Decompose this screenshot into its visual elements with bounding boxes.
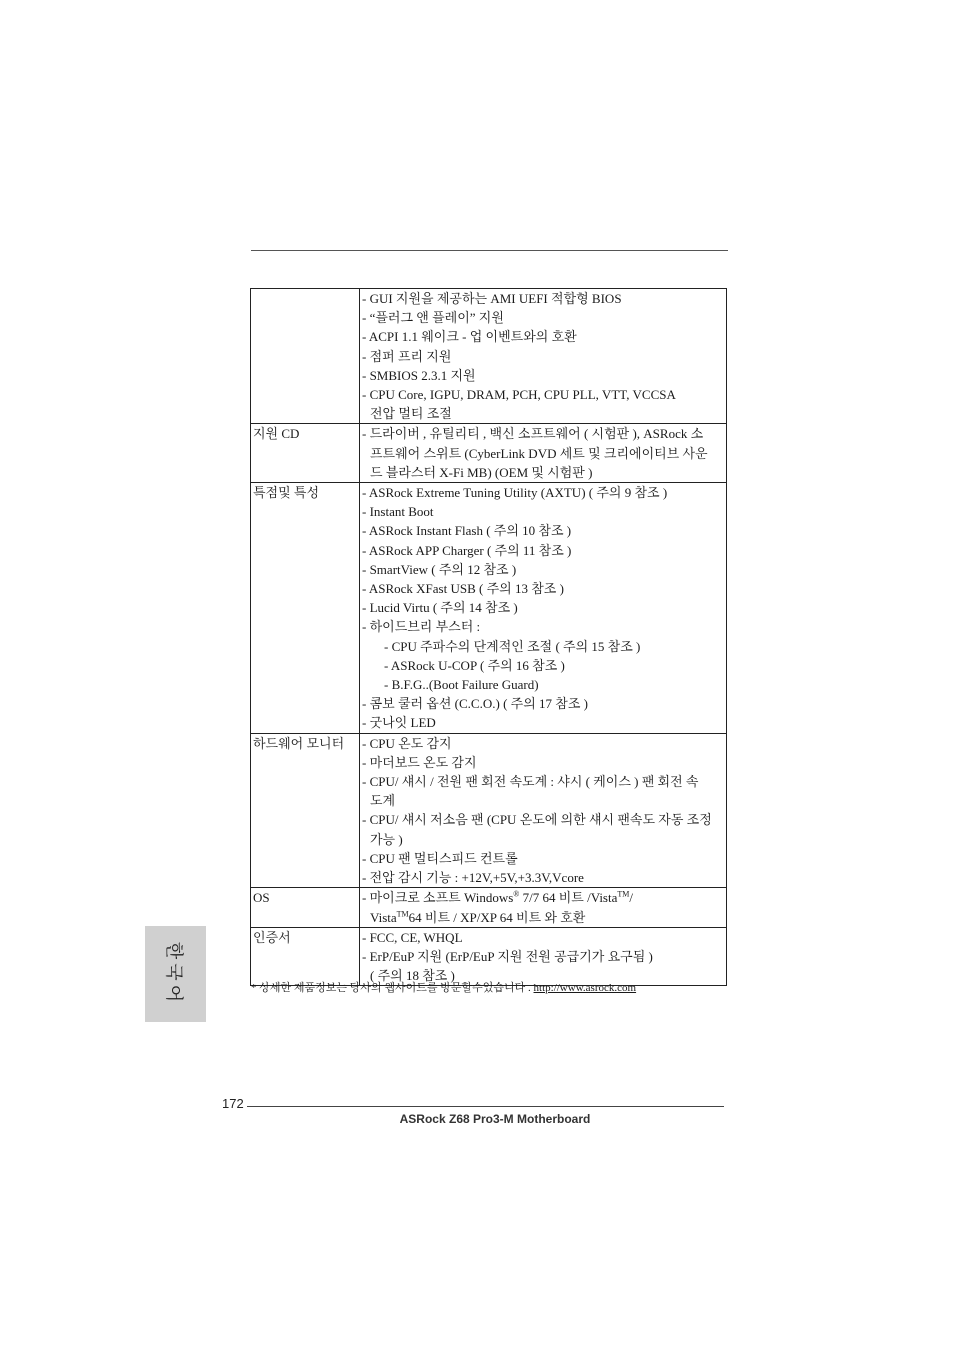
page-number: 172 xyxy=(222,1096,244,1111)
spec-line xyxy=(362,598,726,617)
spec-value xyxy=(360,733,727,888)
spec-line xyxy=(362,908,726,927)
spec-row xyxy=(251,927,727,986)
spec-line xyxy=(362,791,726,810)
spec-line xyxy=(362,713,726,732)
footer-title: ASRock Z68 Pro3-M Motherboard xyxy=(399,1112,591,1126)
language-tab xyxy=(145,926,206,1022)
spec-line xyxy=(362,483,726,502)
spec-line-text: - 드라이버 , 유틸리티 , 백신 소프트웨어 ( 시험판 ), ASRock 소 xyxy=(362,426,704,442)
spec-line-text: - 점퍼 프리 지원 xyxy=(362,348,452,364)
spec-value xyxy=(360,424,727,483)
spec-line xyxy=(362,327,726,346)
specification-table-body xyxy=(251,289,727,986)
spec-line-text: 드 블라스터 X-Fi MB) (OEM 및 시험판 ) xyxy=(370,464,593,480)
spec-line xyxy=(362,772,726,791)
spec-line-text: - CPU 주파수의 단계적인 조절 ( 주의 15 참조 ) xyxy=(384,638,641,654)
spec-line xyxy=(362,849,726,868)
spec-value xyxy=(360,927,727,986)
spec-line-text: - FCC, CE, WHQL xyxy=(362,929,463,945)
spec-line xyxy=(362,347,726,366)
spec-line xyxy=(362,830,726,849)
spec-line-text: - CPU 팬 멀티스피드 컨트롤 xyxy=(362,850,518,866)
spec-label: OS xyxy=(251,888,360,927)
spec-line-text: ( 주의 18 참조 ) xyxy=(370,968,455,984)
spec-line-text: 가능 ) xyxy=(370,831,403,847)
spec-row xyxy=(251,289,727,424)
footnote-text: * 상세한 제품정보는 당사의 웹사이트를 방문할수있습니다 . xyxy=(251,982,534,994)
spec-line xyxy=(362,694,726,713)
spec-line xyxy=(362,463,726,482)
spec-line-text: - CPU 온도 감지 xyxy=(362,735,452,751)
spec-line xyxy=(362,560,726,579)
top-divider xyxy=(251,250,728,251)
spec-line-text: - CPU/ 섀시 / 전원 팬 회전 속도계 : 샤시 ( 케이스 ) 팬 회전 속 xyxy=(362,774,699,790)
spec-line xyxy=(362,579,726,598)
spec-line-text: 7/7 64 비트 /Vista xyxy=(519,890,618,906)
spec-line xyxy=(362,541,726,560)
spec-line-text: - ASRock Extreme Tuning Utility (AXTU) ( 주의 9 참조 ) xyxy=(362,485,668,501)
spec-line xyxy=(362,734,726,753)
bottom-divider xyxy=(247,1106,724,1107)
spec-line xyxy=(362,424,726,443)
spec-line xyxy=(362,637,726,656)
footnote xyxy=(251,979,636,995)
spec-label: 하드웨어 모니터 xyxy=(251,733,360,888)
spec-line-text: - Instant Boot xyxy=(362,504,434,520)
spec-line-text: - Lucid Virtu ( 주의 14 참조 ) xyxy=(362,600,518,616)
spec-line-text: - CPU/ 섀시 저소음 팬 (CPU 온도에 의한 섀시 팬속도 자동 조정 xyxy=(362,812,712,828)
spec-line xyxy=(362,521,726,540)
spec-line-text: - GUI 지원을 제공하는 AMI UEFI 적합형 BIOS xyxy=(362,291,622,306)
spec-line-text: 전압 멀티 조절 xyxy=(370,406,452,422)
spec-line-text: - ErP/EuP 지원 (ErP/EuP 지원 전원 공급기가 요구됨 ) xyxy=(362,948,653,964)
spec-line xyxy=(362,444,726,463)
spec-row xyxy=(251,483,727,734)
spec-line xyxy=(362,617,726,636)
spec-line xyxy=(362,289,726,308)
spec-line xyxy=(362,928,726,947)
language-tab-label: 한국어 xyxy=(163,941,185,1007)
spec-line-text: - B.F.G..(Boot Failure Guard) xyxy=(384,677,539,693)
specification-table xyxy=(250,288,727,986)
spec-line-text: 64 비트 / XP/XP 64 비트 와 호환 xyxy=(408,909,586,925)
spec-line xyxy=(362,656,726,675)
spec-line-text: - ASRock XFast USB ( 주의 13 참조 ) xyxy=(362,581,564,597)
spec-line-text: - 콤보 쿨러 옵션 (C.C.O.) ( 주의 17 참조 ) xyxy=(362,696,588,712)
spec-line-text: TM xyxy=(396,909,409,919)
spec-line-text: ® xyxy=(513,889,520,899)
spec-line-text: Vista xyxy=(370,909,397,925)
spec-line-text: - ACPI 1.1 웨이크 - 업 이벤트와의 호환 xyxy=(362,329,577,345)
spec-row xyxy=(251,733,727,888)
spec-line-text: - 마더보드 온도 감지 xyxy=(362,754,477,770)
spec-row xyxy=(251,888,727,927)
spec-line-text: / xyxy=(629,890,633,906)
spec-value xyxy=(360,483,727,734)
spec-line xyxy=(362,404,726,423)
spec-line-text: TM xyxy=(617,889,630,899)
spec-line-text: - ASRock Instant Flash ( 주의 10 참조 ) xyxy=(362,523,572,539)
spec-label: 특점및 특성 xyxy=(251,483,360,734)
spec-line xyxy=(362,385,726,404)
spec-line xyxy=(362,675,726,694)
spec-line xyxy=(362,947,726,966)
spec-line-text: - 전압 감시 기능 : +12V,+5V,+3.3V,Vcore xyxy=(362,870,584,886)
spec-label: 지원 CD xyxy=(251,424,360,483)
spec-line-text: - “플러그 앤 플레이” 지원 xyxy=(362,310,504,326)
spec-value xyxy=(360,289,727,424)
spec-value xyxy=(360,888,727,927)
spec-line-text: - 굿나잇 LED xyxy=(362,715,436,731)
spec-line xyxy=(362,888,726,907)
spec-line xyxy=(362,502,726,521)
spec-line-text: - ASRock U-COP ( 주의 16 참조 ) xyxy=(384,657,565,673)
spec-line xyxy=(362,868,726,887)
spec-line-text: - 하이드브리 부스터 : xyxy=(362,619,481,635)
spec-line-text: - CPU Core, IGPU, DRAM, PCH, CPU PLL, VTT, VCCSA xyxy=(362,387,676,403)
spec-line xyxy=(362,308,726,327)
spec-line xyxy=(362,753,726,772)
website-link[interactable]: http://www.asrock.com xyxy=(533,982,637,994)
spec-line-text: - SmartView ( 주의 12 참조 ) xyxy=(362,561,517,577)
spec-line-text: - 마이크로 소프트 Windows xyxy=(362,890,514,906)
spec-line-text: - ASRock APP Charger ( 주의 11 참조 ) xyxy=(362,542,572,558)
spec-label: 인증서 xyxy=(251,927,360,986)
spec-line-text: 도계 xyxy=(370,793,396,809)
spec-line-text: - SMBIOS 2.3.1 지원 xyxy=(362,367,476,383)
spec-row xyxy=(251,424,727,483)
spec-line xyxy=(362,810,726,829)
spec-line xyxy=(362,366,726,385)
spec-label xyxy=(251,289,360,424)
spec-line-text: 프트웨어 스위트 (CyberLink DVD 세트 및 크리에이티브 사운 xyxy=(370,445,708,461)
